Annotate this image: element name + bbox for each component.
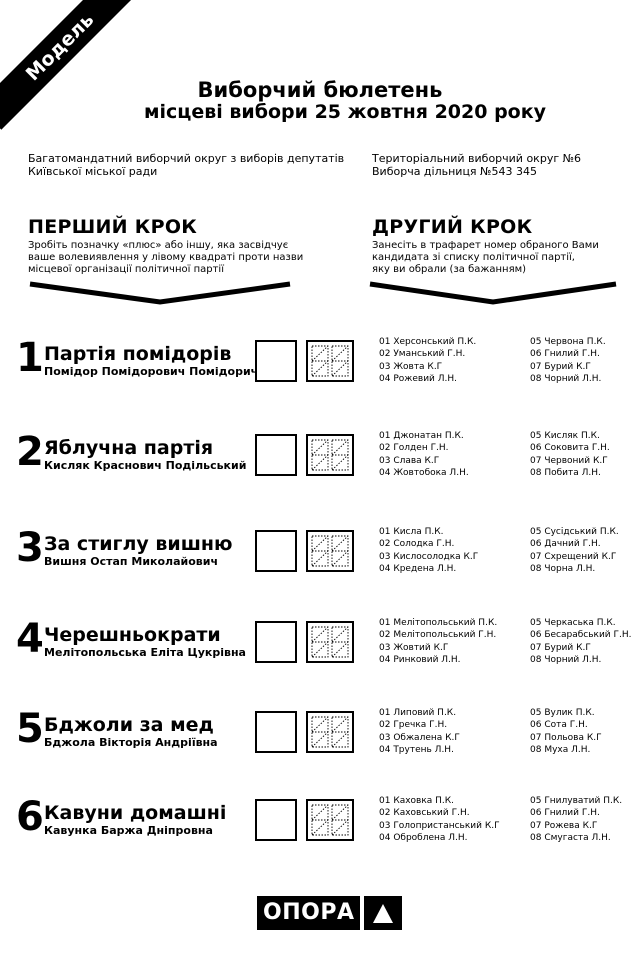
party-row [0,617,640,677]
candidate-number-stencil[interactable] [306,530,354,572]
stencil-grid-icon [311,716,349,748]
candidate-entry: 02 Солодка Г.Н. [379,539,455,550]
step-line: ваше волевиявлення у лівому квадраті проти назви [28,252,304,263]
candidate-list-right [530,617,632,666]
candidate-entry: 03 Обжалена К.Г [379,732,460,743]
candidate-entry: 04 Рожевий Л.Н. [379,373,458,384]
party-name: Бджоли за мед [44,714,214,736]
stencil-grid-icon [311,626,349,658]
info-line: Виборча дільниця №543 345 [372,165,537,178]
party-name: Яблучна партія [44,437,214,459]
candidate-list-left [379,795,500,844]
party-leader: Помідор Помідорович Помідорич [44,365,259,378]
stencil-grid-icon [311,804,349,836]
candidate-entry: 05 Гнилуватий П.К. [530,796,623,806]
party-number: 4 [16,616,44,662]
candidate-entry: 04 Кредена Л.Н. [379,563,457,574]
candidate-entry: 02 Уманський Г.Н. [379,349,466,360]
candidate-entry: 07 Польова К.Г [530,732,602,743]
first-step-text [28,240,328,276]
party-leader: Кисляк Краснович Подільський [44,459,247,472]
candidate-entry: 08 Смугаста Л.Н. [530,832,611,843]
candidate-entry: 02 Каховський Г.Н. [379,808,470,819]
candidate-entry: 01 Липовий П.К. [379,708,457,718]
candidate-entry: 06 Дачний Г.Н. [530,539,601,550]
second-step-heading: ДРУГИЙ КРОК [372,216,533,238]
candidate-entry: 08 Побита Л.Н. [530,467,601,478]
candidate-list-right [530,430,610,479]
step-line: кандидата зі списку політичної партії, [372,252,575,263]
stencil-grid-icon [311,535,349,567]
first-step [28,216,328,276]
candidate-entry: 01 Мелітопольський П.К. [379,618,498,628]
candidate-entry: 08 Чорний Л.Н. [530,373,602,384]
party-name: Черешньократи [44,624,221,646]
vote-mark-box[interactable] [255,434,297,476]
logo-text: ОПОРА [257,896,360,930]
ballot-title: Виборчий бюлетень [197,78,443,102]
candidate-entry: 05 Вулик П.К. [530,708,595,718]
candidate-number-stencil[interactable] [306,799,354,841]
step-line: Занесіть в трафарет номер обраного Вами [372,240,599,251]
stencil-grid-icon [311,345,349,377]
candidate-entry: 03 Жовта К.Г [379,361,443,372]
candidate-number-stencil[interactable] [306,340,354,382]
party-number: 2 [16,429,44,475]
candidate-number-stencil[interactable] [306,434,354,476]
candidate-entry: 04 Оброблена Л.Н. [379,832,468,843]
party-row [0,526,640,586]
candidate-list-right [530,526,619,575]
candidate-entry: 02 Голден Г.Н. [379,443,449,454]
party-leader: Мелітопольська Еліта Цукрівна [44,646,246,659]
info-line: Київської міської ради [28,165,158,178]
party-name: За стиглу вишню [44,533,233,555]
first-step-arrow [28,278,292,308]
party-leader: Вишня Остап Миколайович [44,555,219,568]
candidate-entry: 02 Мелітопольський Г.Н. [379,630,497,641]
candidate-entry: 06 Сота Г.Н. [530,720,588,731]
candidate-entry: 05 Червона П.К. [530,337,606,347]
candidate-entry: 01 Каховка П.К. [379,796,455,806]
candidate-entry: 07 Бурий К.Г [530,642,591,653]
candidate-list-left [379,526,478,575]
party-number: 1 [16,335,44,381]
candidate-entry: 08 Муха Л.Н. [530,744,591,755]
candidate-entry: 03 Кислосолодка К.Г [379,551,479,562]
party-number: 6 [16,794,44,840]
candidate-entry: 08 Чорна Л.Н. [530,563,596,574]
second-step-text [372,240,622,276]
party-row [0,795,640,855]
step-line: місцевої організації політичної партії [28,264,224,275]
candidate-entry: 05 Сусідський П.К. [530,527,619,537]
candidate-entry: 01 Херсонський П.К. [379,337,477,347]
vote-mark-box[interactable] [255,530,297,572]
party-row [0,430,640,490]
vote-mark-box[interactable] [255,621,297,663]
candidate-entry: 03 Слава К.Г [379,455,440,466]
stencil-grid-icon [311,439,349,471]
candidate-entry: 04 Жовтобока Л.Н. [379,467,469,478]
candidate-entry: 07 Червоний К.Г [530,455,608,466]
candidate-list-right [530,336,606,385]
candidate-entry: 06 Гнилий Г.Н. [530,808,600,819]
info-line: Територіальний виборчий округ №6 [372,152,582,165]
candidate-entry: 03 Жовтий К.Г [379,642,449,653]
step-line: яку ви обрали (за бажанням) [372,264,527,275]
vote-mark-box[interactable] [255,799,297,841]
candidate-number-stencil[interactable] [306,711,354,753]
vote-mark-box[interactable] [255,711,297,753]
candidate-entry: 06 Гнилий Г.Н. [530,349,600,360]
party-leader: Бджола Вікторія Андріївна [44,736,218,749]
district-info-left [28,152,348,178]
party-number: 5 [16,706,44,752]
party-number: 3 [16,525,44,571]
first-step-heading: ПЕРШИЙ КРОК [28,216,198,238]
candidate-entry: 06 Бесарабський Г.Н. [530,630,632,641]
candidate-entry: 02 Гречка Г.Н. [379,720,448,731]
candidate-entry: 01 Кисла П.К. [379,527,444,537]
candidate-entry: 04 Ринковий Л.Н. [379,654,461,665]
party-leader: Кавунка Баржа Дніпровна [44,824,213,837]
candidate-entry: 05 Кисляк П.К. [530,431,600,441]
candidate-entry: 03 Голопристанський К.Г [379,820,500,831]
candidate-entry: 07 Бурий К.Г [530,361,591,372]
candidate-entry: 06 Соковита Г.Н. [530,443,610,454]
candidate-number-stencil[interactable] [306,621,354,663]
candidate-entry: 04 Трутень Л.Н. [379,744,454,755]
triangle-icon [364,896,402,930]
ballot-subtitle: місцеві вибори 25 жовтня 2020 року [143,101,547,123]
party-name: Партія помідорів [44,343,232,365]
candidate-entry: 08 Чорний Л.Н. [530,654,602,665]
vote-mark-box[interactable] [255,340,297,382]
candidate-list-left [379,336,476,385]
candidate-list-right [530,707,602,756]
opora-logo [257,896,402,930]
model-label: Модель [0,0,140,130]
second-step [372,216,622,276]
candidate-entry: 07 Схрещений К.Г [530,551,617,562]
candidate-entry: 01 Джонатан П.К. [379,431,464,441]
second-step-arrow [368,278,618,308]
party-row [0,336,640,396]
party-row [0,707,640,767]
candidate-list-left [379,430,469,479]
candidate-list-left [379,617,497,666]
candidate-list-right [530,795,622,844]
district-info-right [372,152,622,178]
candidate-entry: 05 Черкаська П.К. [530,618,616,628]
candidate-list-left [379,707,460,756]
info-line: Багатомандатний виборчий округ з виборів депутатів [28,152,345,165]
candidate-entry: 07 Рожева К.Г [530,820,598,831]
party-name: Кавуни домашні [44,802,227,824]
step-line: Зробіть позначку «плюс» або іншу, яка засвідчує [28,240,289,251]
